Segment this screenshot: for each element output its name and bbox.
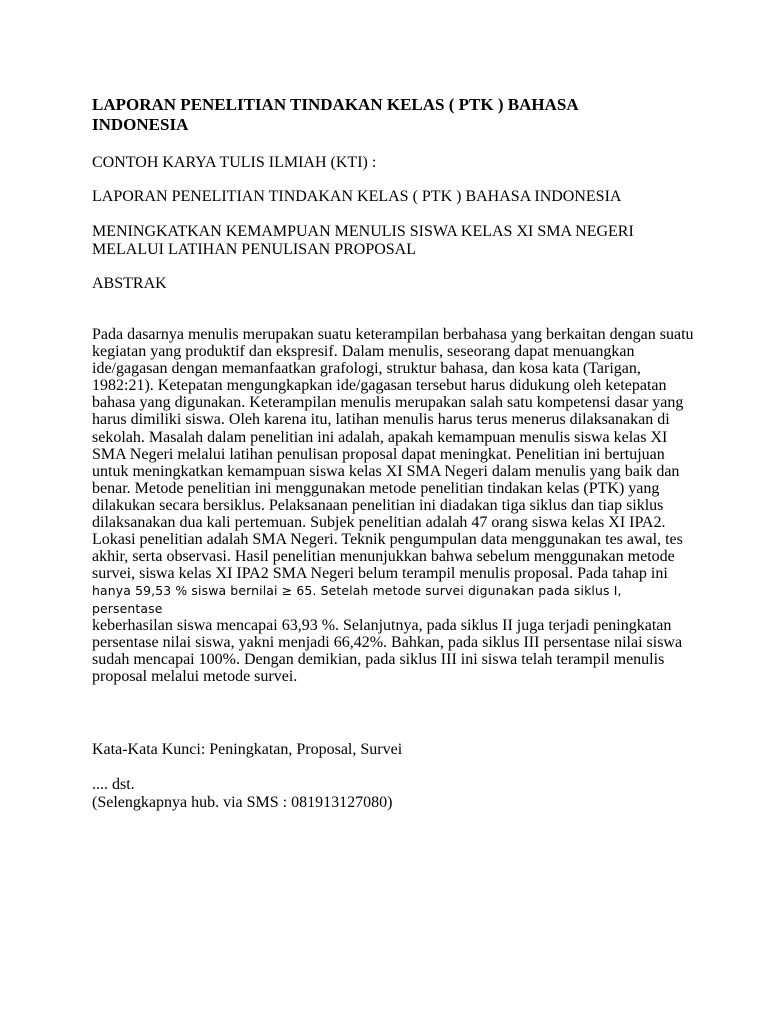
contact-info: (Selengkapnya hub. via SMS : 081913127080): [92, 794, 393, 811]
document-subtitle: LAPORAN PENELITIAN TINDAKAN KELAS ( PTK ) BAHASA INDONESIA: [92, 188, 622, 205]
abstract-line: harus dimiliki siswa. Oleh karena itu, latihan menulis harus terus menerus dilaksanakan di: [92, 411, 670, 429]
abstract-line: Lokasi penelitian adalah SMA Negeri. Teknik pengumpulan data menggunakan tes awal, tes: [92, 531, 683, 549]
abstract-line: persentase nilai siswa, yakni menjadi 66,42%. Bahkan, pada siklus III persentase nilai siswa: [92, 633, 683, 651]
abstract-line: dilaksanakan dua kali pertemuan. Subjek penelitian adalah 47 orang siswa kelas XI IPA2.: [92, 514, 666, 532]
abstract-line: proposal melalui metode survei.: [92, 667, 298, 685]
abstract-line: sekolah. Masalah dalam penelitian ini adalah, apakah kemampuan menulis siswa kelas XI: [92, 428, 668, 446]
abstract-line: dilakukan secara bersiklus. Pelaksanaan penelitian ini diadakan tiga siklus dan tiap siklus: [92, 496, 664, 514]
abstract-line: keberhasilan siswa mencapai 63,93 %. Selanjutnya, pada siklus II juga terjadi peningkatan: [92, 616, 672, 634]
abstract-line: benar. Metode penelitian ini menggunakan metode penelitian tindakan kelas (PTK) yang: [92, 479, 660, 497]
abstract-line: ide/gagasan dengan memanfaatkan grafologi, struktur bahasa, dan kosa kata (Tarigan,: [92, 360, 641, 378]
abstract-body: [92, 326, 694, 685]
kti-label: CONTOH KARYA TULIS ILMIAH (KTI) :: [92, 154, 377, 171]
abstract-line: 1982:21). Ketepatan mengungkapkan ide/gagasan tersebut harus didukung oleh ketepatan: [92, 377, 667, 395]
document-title: LAPORAN PENELITIAN TINDAKAN KELAS ( PTK ) BAHASA INDONESIA: [92, 95, 578, 134]
keywords-line: Kata-Kata Kunci: Peningkatan, Proposal, Survei: [92, 741, 403, 758]
research-title: MENINGKATKAN KEMAMPUAN MENULIS SISWA KELAS XI SMA NEGERI MELALUI LATIHAN PENULISAN PROPOSAL: [92, 223, 634, 258]
abstract-line: hanya 59,53 % siswa bernilai ≥ 65. Setelah metode survei digunakan pada siklus I, persentase: [92, 583, 622, 616]
abstract-heading: ABSTRAK: [92, 275, 167, 292]
abstract-line: untuk meningkatkan kemampuan siswa kelas XI SMA Negeri dalam menulis yang baik dan: [92, 462, 680, 480]
abstract-line: Pada dasarnya menulis merupakan suatu keterampilan berbahasa yang berkaitan dengan suatu: [92, 326, 694, 343]
abstract-line: akhir, serta observasi. Hasil penelitian menunjukkan bahwa sebelum menggunakan metode: [92, 548, 675, 566]
abstract-line: kegiatan yang produktif dan ekspresif. Dalam menulis, seseorang dapat menuangkan: [92, 343, 635, 361]
continuation-text: .... dst.: [92, 776, 135, 793]
abstract-line: survei, siswa kelas XI IPA2 SMA Negeri belum terampil menulis proposal. Pada tahap ini: [92, 565, 668, 583]
abstract-line: sudah mencapai 100%. Dengan demikian, pada siklus III ini siswa telah terampil menulis: [92, 650, 665, 668]
abstract-line: bahasa yang digunakan. Keterampilan menulis merupakan salah satu kompetensi dasar yang: [92, 394, 684, 412]
abstract-line: SMA Negeri melalui latihan penulisan proposal dapat meningkat. Penelitian ini bertujuan: [92, 445, 665, 463]
